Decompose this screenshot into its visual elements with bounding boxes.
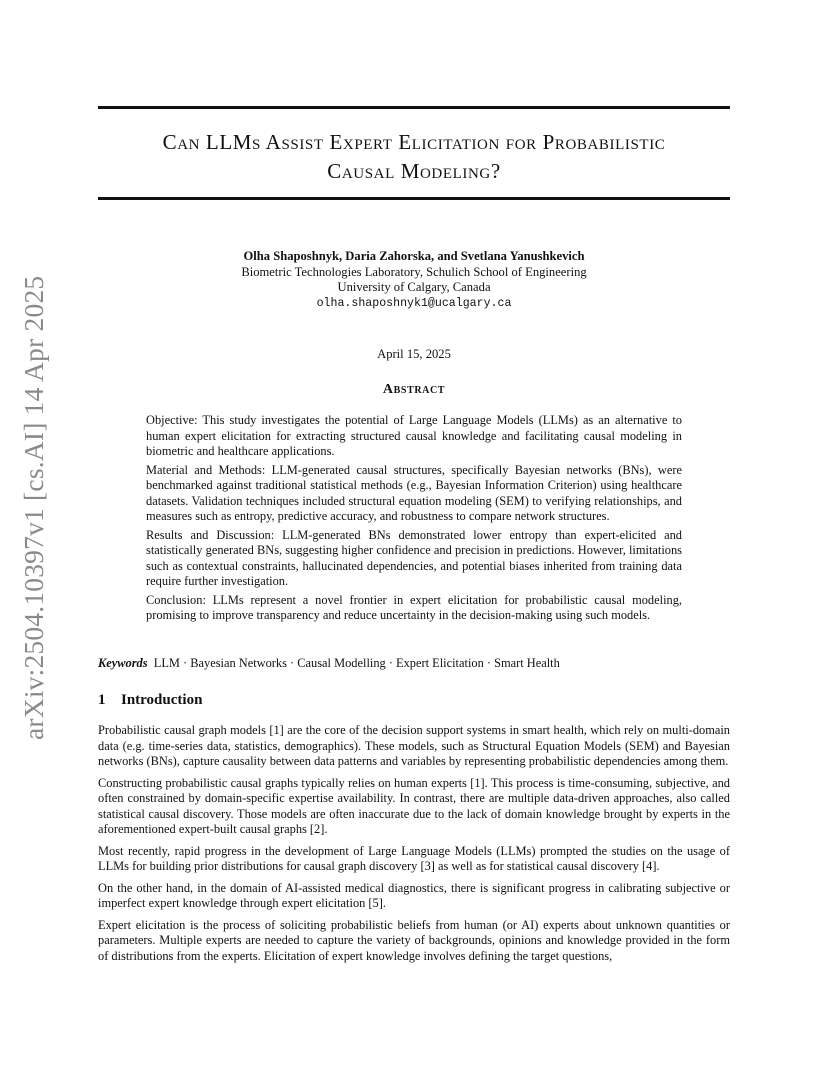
author-email[interactable]: olha.shaposhnyk1@ucalgary.ca [316,296,512,310]
abstract-results: Results and Discussion: LLM-generated BNs demonstrated lower entropy than expert-elicited and statistically generated BNs, suggesting higher confidence and precision in predictions. However, limitations such as contextual constraints, hallucinated dependencies, and potential biases inherited from training data require further investigation. [146,527,682,588]
section-title: Introduction [121,692,203,708]
paper-title-line-1: Can LLMs Assist Expert Elicitation for Probabilistic [162,130,666,154]
affiliation-line-2: University of Calgary, Canada [337,280,491,294]
keywords-label: Keywords [98,656,148,670]
intro-paragraph-3: Most recently, rapid progress in the development of Large Language Models (LLMs) prompted the studies on the usage of LLMs for building prior distributions for causal graph discovery [3] as well as for statistical causal discovery [4]. [98,843,730,873]
author-names: Olha Shaposhnyk, Daria Zahorska, and Svetlana Yanushkevich [243,249,585,263]
abstract-conclusion: Conclusion: LLMs represent a novel frontier in expert elicitation for probabilistic causal modeling, promising to improve transparency and reduce uncertainty in the decision-making using such models. [146,592,682,622]
title-bottom-rule [98,197,730,200]
keywords-list: LLM · Bayesian Networks · Causal Modelling · Expert Elicitation · Smart Health [153,656,560,670]
intro-paragraph-2: Constructing probabilistic causal graphs typically relies on human experts [1]. This process is time-consuming, subjective, and often constrained by domain-specific expertise availability. In contrast, there are multiple data-driven approaches, also called statistical causal discovery. Those models are often inaccurate due to the lack of domain knowledge brought by experts in the aforementioned expert-built causal graphs [2]. [98,775,730,836]
title-top-rule [98,106,730,109]
author-block [98,249,730,311]
abstract-body [146,413,682,627]
keywords-line [98,656,730,671]
paper-title [98,128,730,186]
arxiv-sidebar-stamp: arXiv:2504.10397v1 [cs.AI] 14 Apr 2025 [18,275,49,740]
intro-paragraph-5: Expert elicitation is the process of soliciting probabilistic beliefs from human (or AI) experts about unknown quantities or parameters. Multiple experts are needed to capture the variety of backgrounds, opinions and knowledge provided in the form of distributions from the experts. Elicitation of expert knowledge involves defining the target questions, [98,917,730,963]
section-heading-introduction [98,692,202,709]
abstract-objective: Objective: This study investigates the potential of Large Language Models (LLMs) as an alternative to human expert elicitation for extracting structured causal knowledge and facilitating causal modeling in biometric and healthcare applications. [146,413,682,458]
intro-paragraph-4: On the other hand, in the domain of AI-assisted medical diagnostics, there is significant progress in calibrating subjective or imperfect expert knowledge through expert elicitation [5]. [98,880,730,910]
section-number: 1 [98,692,106,708]
affiliation-line-1: Biometric Technologies Laboratory, Schulich School of Engineering [241,264,587,279]
paper-date: April 15, 2025 [377,347,451,361]
paper-title-line-2: Causal Modeling? [327,159,501,183]
abstract-heading: Abstract [382,382,446,397]
abstract-methods: Material and Methods: LLM-generated causal structures, specifically Bayesian networks (BNs), were benchmarked against traditional statistical methods (e.g., Bayesian Information Criterion) using healthcare datasets. Validation techniques included structural equation modeling (SEM) to verifying relationships, and measures such as entropy, predictive accuracy, and robustness to compare network structures. [146,462,682,523]
introduction-body [98,723,730,970]
intro-paragraph-1: Probabilistic causal graph models [1] are the core of the decision support systems in smart health, which rely on multi-domain data (e.g. time-series data, statistics, demographics). These models, such as Structural Equation Models (SEM) and Bayesian networks (BNs), capture causality between data patterns and variables by representing probabilistic dependencies among them. [98,723,730,768]
